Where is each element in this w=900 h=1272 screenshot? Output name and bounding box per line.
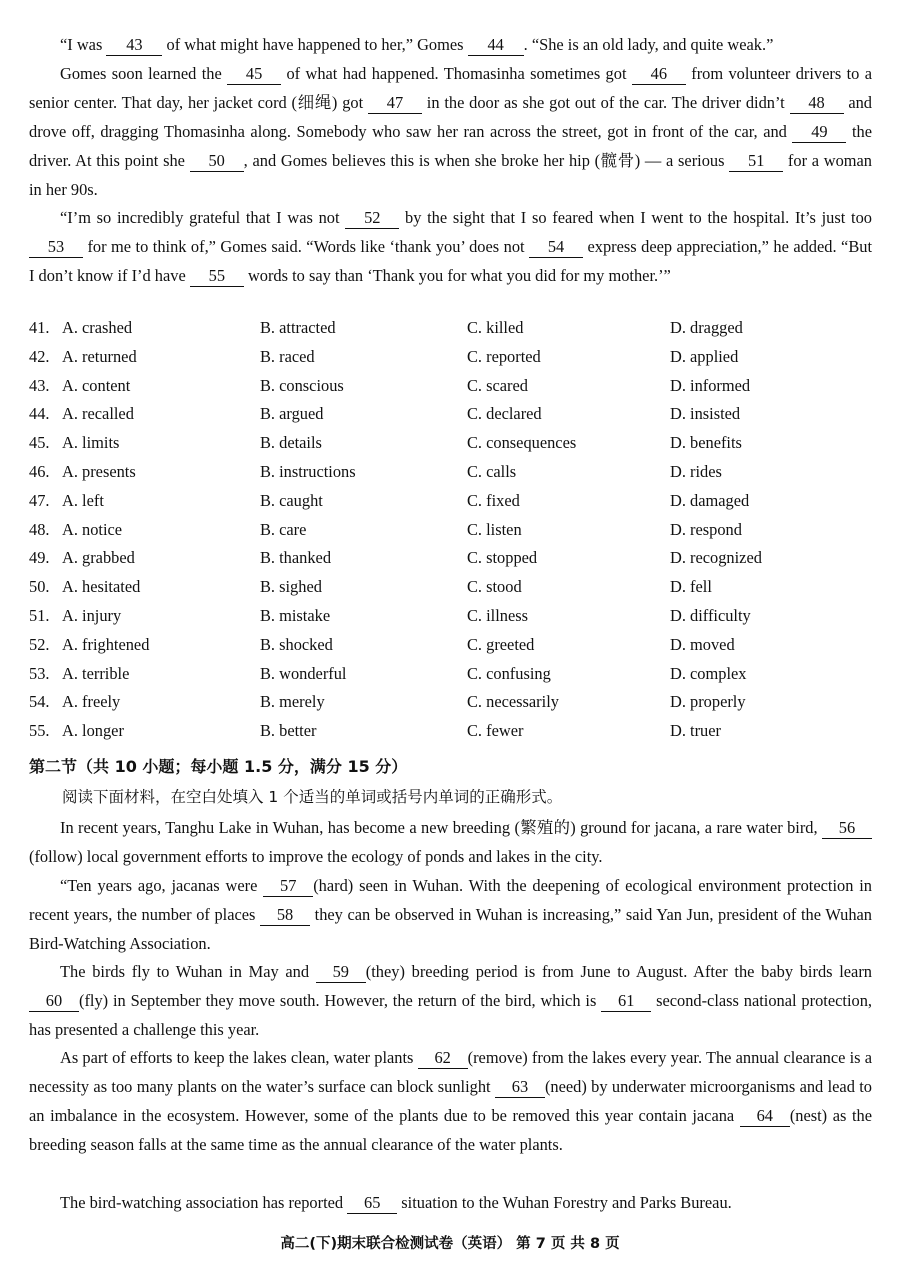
option-d: D. damaged: [670, 490, 750, 510]
blank-51: 51: [729, 151, 783, 172]
blank-59: 59: [316, 962, 366, 983]
option-a: A. notice: [62, 519, 123, 539]
option-b: B. merely: [260, 692, 325, 712]
option-row: [29, 347, 879, 375]
option-row: [29, 433, 879, 461]
option-c: C. necessarily: [467, 692, 559, 712]
option-a: A. left: [62, 490, 104, 510]
blank-47: 47: [368, 93, 422, 114]
blank-44: 44: [468, 35, 524, 56]
blank-53: 53: [29, 237, 83, 258]
option-d: D. fell: [670, 577, 712, 597]
blank-63: 63: [495, 1077, 545, 1098]
option-b: B. caught: [260, 490, 323, 510]
question-number: 55.: [29, 721, 50, 741]
option-b: B. care: [260, 519, 307, 539]
blank-45: 45: [227, 64, 281, 85]
option-b: B. thanked: [260, 548, 332, 568]
option-d: D. informed: [670, 375, 751, 395]
blank-58: 58: [260, 905, 310, 926]
option-c: C. fewer: [467, 721, 524, 741]
text-segment: and drove off, dragging Thomasinha along. Somebody who saw her ran across the street, got in front of the car, and: [29, 93, 873, 141]
text-segment: express deep appreciation,” he added. “But I don’t know if I’d have: [29, 237, 872, 285]
question-number: 54.: [29, 692, 50, 712]
option-d: D. difficulty: [670, 606, 751, 625]
option-a: A. recalled: [62, 404, 134, 424]
question-number: 44.: [29, 404, 50, 424]
passage1-paragraph-2: [29, 59, 872, 204]
text-segment: of what might have happened to her,” Gomes: [162, 35, 468, 54]
option-d: D. recognized: [670, 548, 762, 568]
option-b: B. sighed: [260, 577, 322, 597]
question-number: 42.: [29, 346, 50, 366]
blank-52: 52: [345, 208, 399, 229]
text-segment: As part of efforts to keep the lakes clean, water plants: [60, 1048, 418, 1067]
option-a: A. content: [62, 375, 131, 395]
page-footer: 高二(下)期末联合检测试卷（英语） 第 7 页 共 8 页: [280, 1236, 620, 1252]
option-a: A. presents: [62, 462, 136, 481]
text-segment: The bird-watching association has reported: [60, 1193, 348, 1212]
option-row: [29, 548, 879, 576]
option-a: A. terrible: [62, 663, 130, 683]
option-b: B. mistake: [260, 606, 331, 625]
option-b: B. raced: [260, 346, 315, 366]
option-d: D. moved: [670, 634, 735, 654]
option-d: D. insisted: [670, 404, 741, 424]
option-row: [29, 462, 879, 490]
question-number: 45.: [29, 433, 50, 453]
text-segment: , and Gomes believes this is when she broke her hip (髋骨) — a serious: [243, 151, 730, 170]
option-c: C. reported: [467, 346, 541, 366]
blank-65: 65: [347, 1193, 397, 1214]
option-c: C. calls: [467, 462, 517, 481]
option-b: B. argued: [260, 404, 324, 424]
option-d: D. applied: [670, 346, 739, 366]
option-a: A. freely: [62, 692, 121, 712]
option-a: A. injury: [62, 606, 122, 625]
question-number: 46.: [29, 462, 50, 481]
option-a: A. limits: [62, 433, 120, 453]
option-row: [29, 664, 879, 692]
question-number: 48.: [29, 519, 50, 539]
option-a: A. hesitated: [62, 577, 141, 597]
text-segment: (remove) from the lakes every year. The annual clearance is a necessity as too many plants on the water’s surface can block sunlight: [29, 1048, 872, 1096]
option-row: [29, 721, 879, 749]
text-segment: second-class national protection, has presented a challenge this year.: [29, 991, 872, 1039]
text-segment: the driver. At this point she: [29, 122, 872, 170]
question-number: 47.: [29, 490, 50, 510]
text-segment: situation to the Wuhan Forestry and Parks Bureau.: [397, 1193, 732, 1212]
option-d: D. properly: [670, 692, 746, 712]
option-row: [29, 376, 879, 404]
text-segment: words to say than ‘Thank you for what you did for my mother.’”: [243, 266, 671, 285]
question-number: 52.: [29, 634, 50, 654]
option-row: [29, 491, 879, 519]
text-segment: (follow) local government efforts to improve the ecology of ponds and lakes in the city.: [29, 847, 603, 866]
option-b: B. conscious: [260, 375, 344, 395]
blank-62: 62: [418, 1048, 468, 1069]
text-segment: “I was: [60, 35, 107, 54]
text-segment: (nest) as the breeding season falls at the same time as the annual clearance of the water plants.: [29, 1106, 872, 1154]
option-c: C. fixed: [467, 490, 520, 510]
option-b: B. attracted: [260, 318, 336, 337]
option-b: B. better: [260, 721, 317, 741]
text-segment: In recent years, Tanghu Lake in Wuhan, has become a new breeding (繁殖的) ground for jacana, a rare water bird,: [60, 818, 822, 837]
option-c: C. stopped: [467, 548, 538, 568]
option-row: [29, 404, 879, 432]
passage1-paragraph-3: [29, 203, 872, 290]
question-number: 43.: [29, 375, 50, 395]
option-a: A. longer: [62, 721, 124, 741]
question-number: 49.: [29, 548, 50, 568]
blank-46: 46: [632, 64, 686, 85]
option-d: D. benefits: [670, 433, 742, 453]
option-row: [29, 692, 879, 720]
option-c: C. scared: [467, 375, 528, 395]
text-segment: (need) by underwater microorganisms and lead to an imbalance in the ecosystem. However, some of the plants due to be removed this year contain jacana: [29, 1077, 872, 1125]
option-a: A. grabbed: [62, 548, 135, 568]
text-segment: from volunteer drivers to a senior center. That day, her jacket cord (细绳) got: [29, 64, 872, 112]
option-row: [29, 318, 879, 346]
option-d: D. dragged: [670, 318, 743, 337]
passage2-paragraph-4: [29, 1043, 872, 1159]
option-row: [29, 606, 879, 634]
option-d: D. truer: [670, 721, 721, 741]
blank-54: 54: [529, 237, 583, 258]
option-c: C. consequences: [467, 433, 577, 453]
passage1-paragraph-1: [29, 30, 872, 59]
text-segment: (hard) seen in Wuhan. With the deepening of ecological environment protection in recent years, the number of places: [29, 876, 872, 924]
option-d: D. complex: [670, 663, 747, 683]
option-c: C. killed: [467, 318, 524, 337]
question-number: 53.: [29, 663, 50, 683]
text-segment: of what had happened. Thomasinha sometimes got: [281, 64, 632, 83]
text-segment: by the sight that I so feared when I went to the hospital. It’s just too: [399, 208, 872, 227]
blank-61: 61: [601, 991, 651, 1012]
blank-55: 55: [190, 266, 244, 287]
blank-43: 43: [106, 35, 162, 56]
option-b: B. shocked: [260, 634, 333, 654]
option-a: A. returned: [62, 346, 137, 366]
question-number: 51.: [29, 606, 50, 625]
option-c: C. declared: [467, 404, 542, 424]
text-segment: for me to think of,” Gomes said. “Words like ‘thank you’ does not: [83, 237, 530, 256]
passage2-paragraph-1: [29, 813, 872, 871]
text-segment: The birds fly to Wuhan in May and: [60, 962, 316, 981]
blank-48: 48: [790, 93, 844, 114]
text-segment: . “She is an old lady, and quite weak.”: [523, 35, 774, 54]
question-number: 50.: [29, 577, 50, 597]
text-segment: they can be observed in Wuhan is increasing,” said Yan Jun, president of the Wuhan Bird-Watching Association.: [29, 905, 872, 953]
text-segment: (fly) in September they move south. However, the return of the bird, which is: [79, 991, 602, 1010]
option-b: B. wonderful: [260, 663, 347, 683]
option-a: A. frightened: [62, 634, 150, 654]
text-segment: “I’m so incredibly grateful that I was not: [60, 208, 346, 227]
option-b: B. details: [260, 433, 322, 453]
blank-60: 60: [29, 991, 79, 1012]
option-row: [29, 635, 879, 663]
text-segment: in the door as she got out of the car. The driver didn’t: [421, 93, 790, 112]
option-c: C. listen: [467, 519, 522, 539]
option-row: [29, 520, 879, 548]
option-d: D. rides: [670, 462, 722, 481]
section-instruction: 阅读下面材料，在空白处填入 1 个适当的单词或括号内单词的正确形式。: [62, 788, 563, 806]
option-c: C. greeted: [467, 634, 535, 654]
blank-49: 49: [792, 122, 846, 143]
blank-50: 50: [190, 151, 244, 172]
text-segment: Gomes soon learned the: [60, 64, 228, 83]
option-d: D. respond: [670, 519, 742, 539]
blank-56: 56: [822, 818, 872, 839]
option-c: C. stood: [467, 577, 522, 597]
option-c: C. confusing: [467, 663, 551, 683]
option-c: C. illness: [467, 606, 529, 625]
passage2-paragraph-5: [29, 1188, 872, 1217]
option-row: [29, 577, 879, 605]
text-segment: “Ten years ago, jacanas were: [60, 876, 264, 895]
passage2-paragraph-2: [29, 871, 872, 958]
option-b: B. instructions: [260, 462, 356, 481]
text-segment: for a woman in her 90s.: [29, 151, 873, 199]
blank-64: 64: [740, 1106, 790, 1127]
option-a: A. crashed: [62, 318, 133, 337]
blank-57: 57: [263, 876, 313, 897]
text-segment: (they) breeding period is from June to August. After the baby birds learn: [365, 962, 872, 981]
question-number: 41.: [29, 318, 50, 337]
section-heading: 第二节（共 10 小题；每小题 1.5 分，满分 15 分）: [29, 757, 408, 776]
passage2-paragraph-3: [29, 957, 872, 1044]
